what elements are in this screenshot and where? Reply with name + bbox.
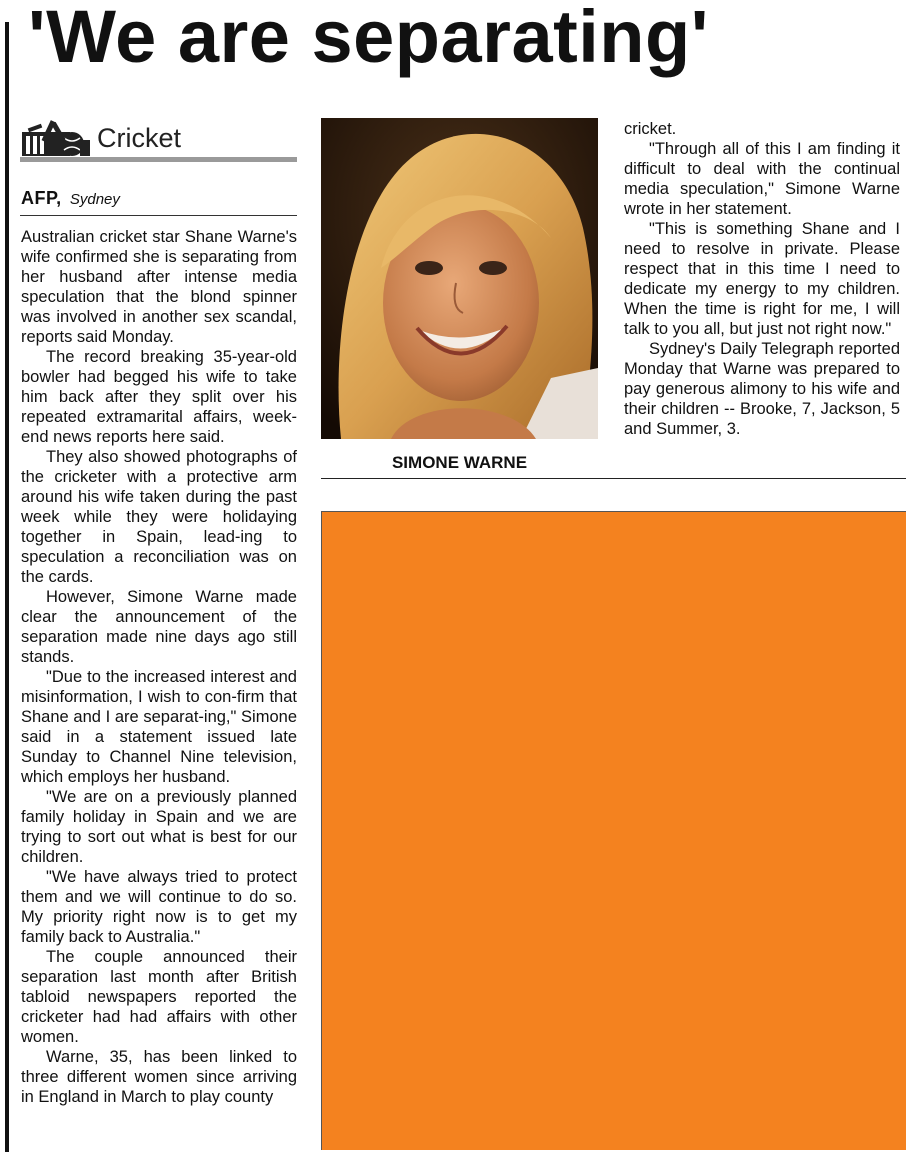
section-divider xyxy=(321,478,906,479)
paragraph: "Due to the increased interest and misinformation, I wish to con-firm that Shane and I are separat-ing," Simone said in a statement issued late Sunday to Channel Nine television, which employs her husband. xyxy=(21,668,297,786)
portrait-photo xyxy=(321,118,598,439)
paragraph: However, Simone Warne made clear the announcement of the separation made nine days ago still stands. xyxy=(21,588,297,666)
byline-agency: AFP, xyxy=(21,188,62,208)
paragraph: The record breaking 35-year-old bowler had begged his wife to take him back after they split over his repeated extramarital affairs, week-end news reports here said. xyxy=(21,348,297,446)
paragraph: Warne, 35, has been linked to three different women since arriving in England in March to play county xyxy=(21,1048,297,1106)
cricket-icon xyxy=(20,118,92,158)
byline-city: Sydney xyxy=(69,191,120,208)
article-column-1 xyxy=(21,227,297,1107)
paragraph: "We have always tried to protect them and we will continue to do so. My priority right now is to get my family back to Australia." xyxy=(21,868,297,946)
byline xyxy=(21,188,120,210)
paragraph: "Through all of this I am finding it difficult to deal with the continual media speculation," Simone Warne wrote in her statement. xyxy=(624,140,900,218)
paragraph: "We are on a previously planned family holiday in Spain and we are trying to sort out what is best for our children. xyxy=(21,788,297,866)
paragraph: They also showed photographs of the cricketer with a protective arm around his wife taken during the past week while they were holidaying together in Spain, lead-ing to speculation a reconciliation was on the cards. xyxy=(21,448,297,586)
advertisement-block xyxy=(321,511,906,1150)
article-column-2 xyxy=(624,119,900,439)
headline: 'We are separating' xyxy=(28,0,709,78)
section-underline xyxy=(20,157,297,162)
paragraph: "This is something Shane and I need to resolve in private. Please respect that in this time I need to dedicate my energy to my children. When the time is right for me, I will talk to you all, but just not right now." xyxy=(624,220,900,338)
left-column-rule xyxy=(5,22,9,1152)
paragraph: Australian cricket star Shane Warne's wife confirmed she is separating from her husband after intense media speculation that the blond spinner was involved in another sex scandal, reports said Monday. xyxy=(21,228,297,346)
paragraph: cricket. xyxy=(624,120,677,138)
photo-caption: SIMONE WARNE xyxy=(391,453,528,472)
section-logo xyxy=(20,118,298,164)
section-label: Cricket xyxy=(97,123,182,153)
byline-rule xyxy=(20,215,297,216)
paragraph: Sydney's Daily Telegraph reported Monday that Warne was prepared to pay generous alimony to his wife and their children -- Brooke, 7, Jackson, 5 and Summer, 3. xyxy=(624,340,900,438)
paragraph: The couple announced their separation last month after British tabloid newspapers reported the cricketer had had affairs with other women. xyxy=(21,948,297,1046)
